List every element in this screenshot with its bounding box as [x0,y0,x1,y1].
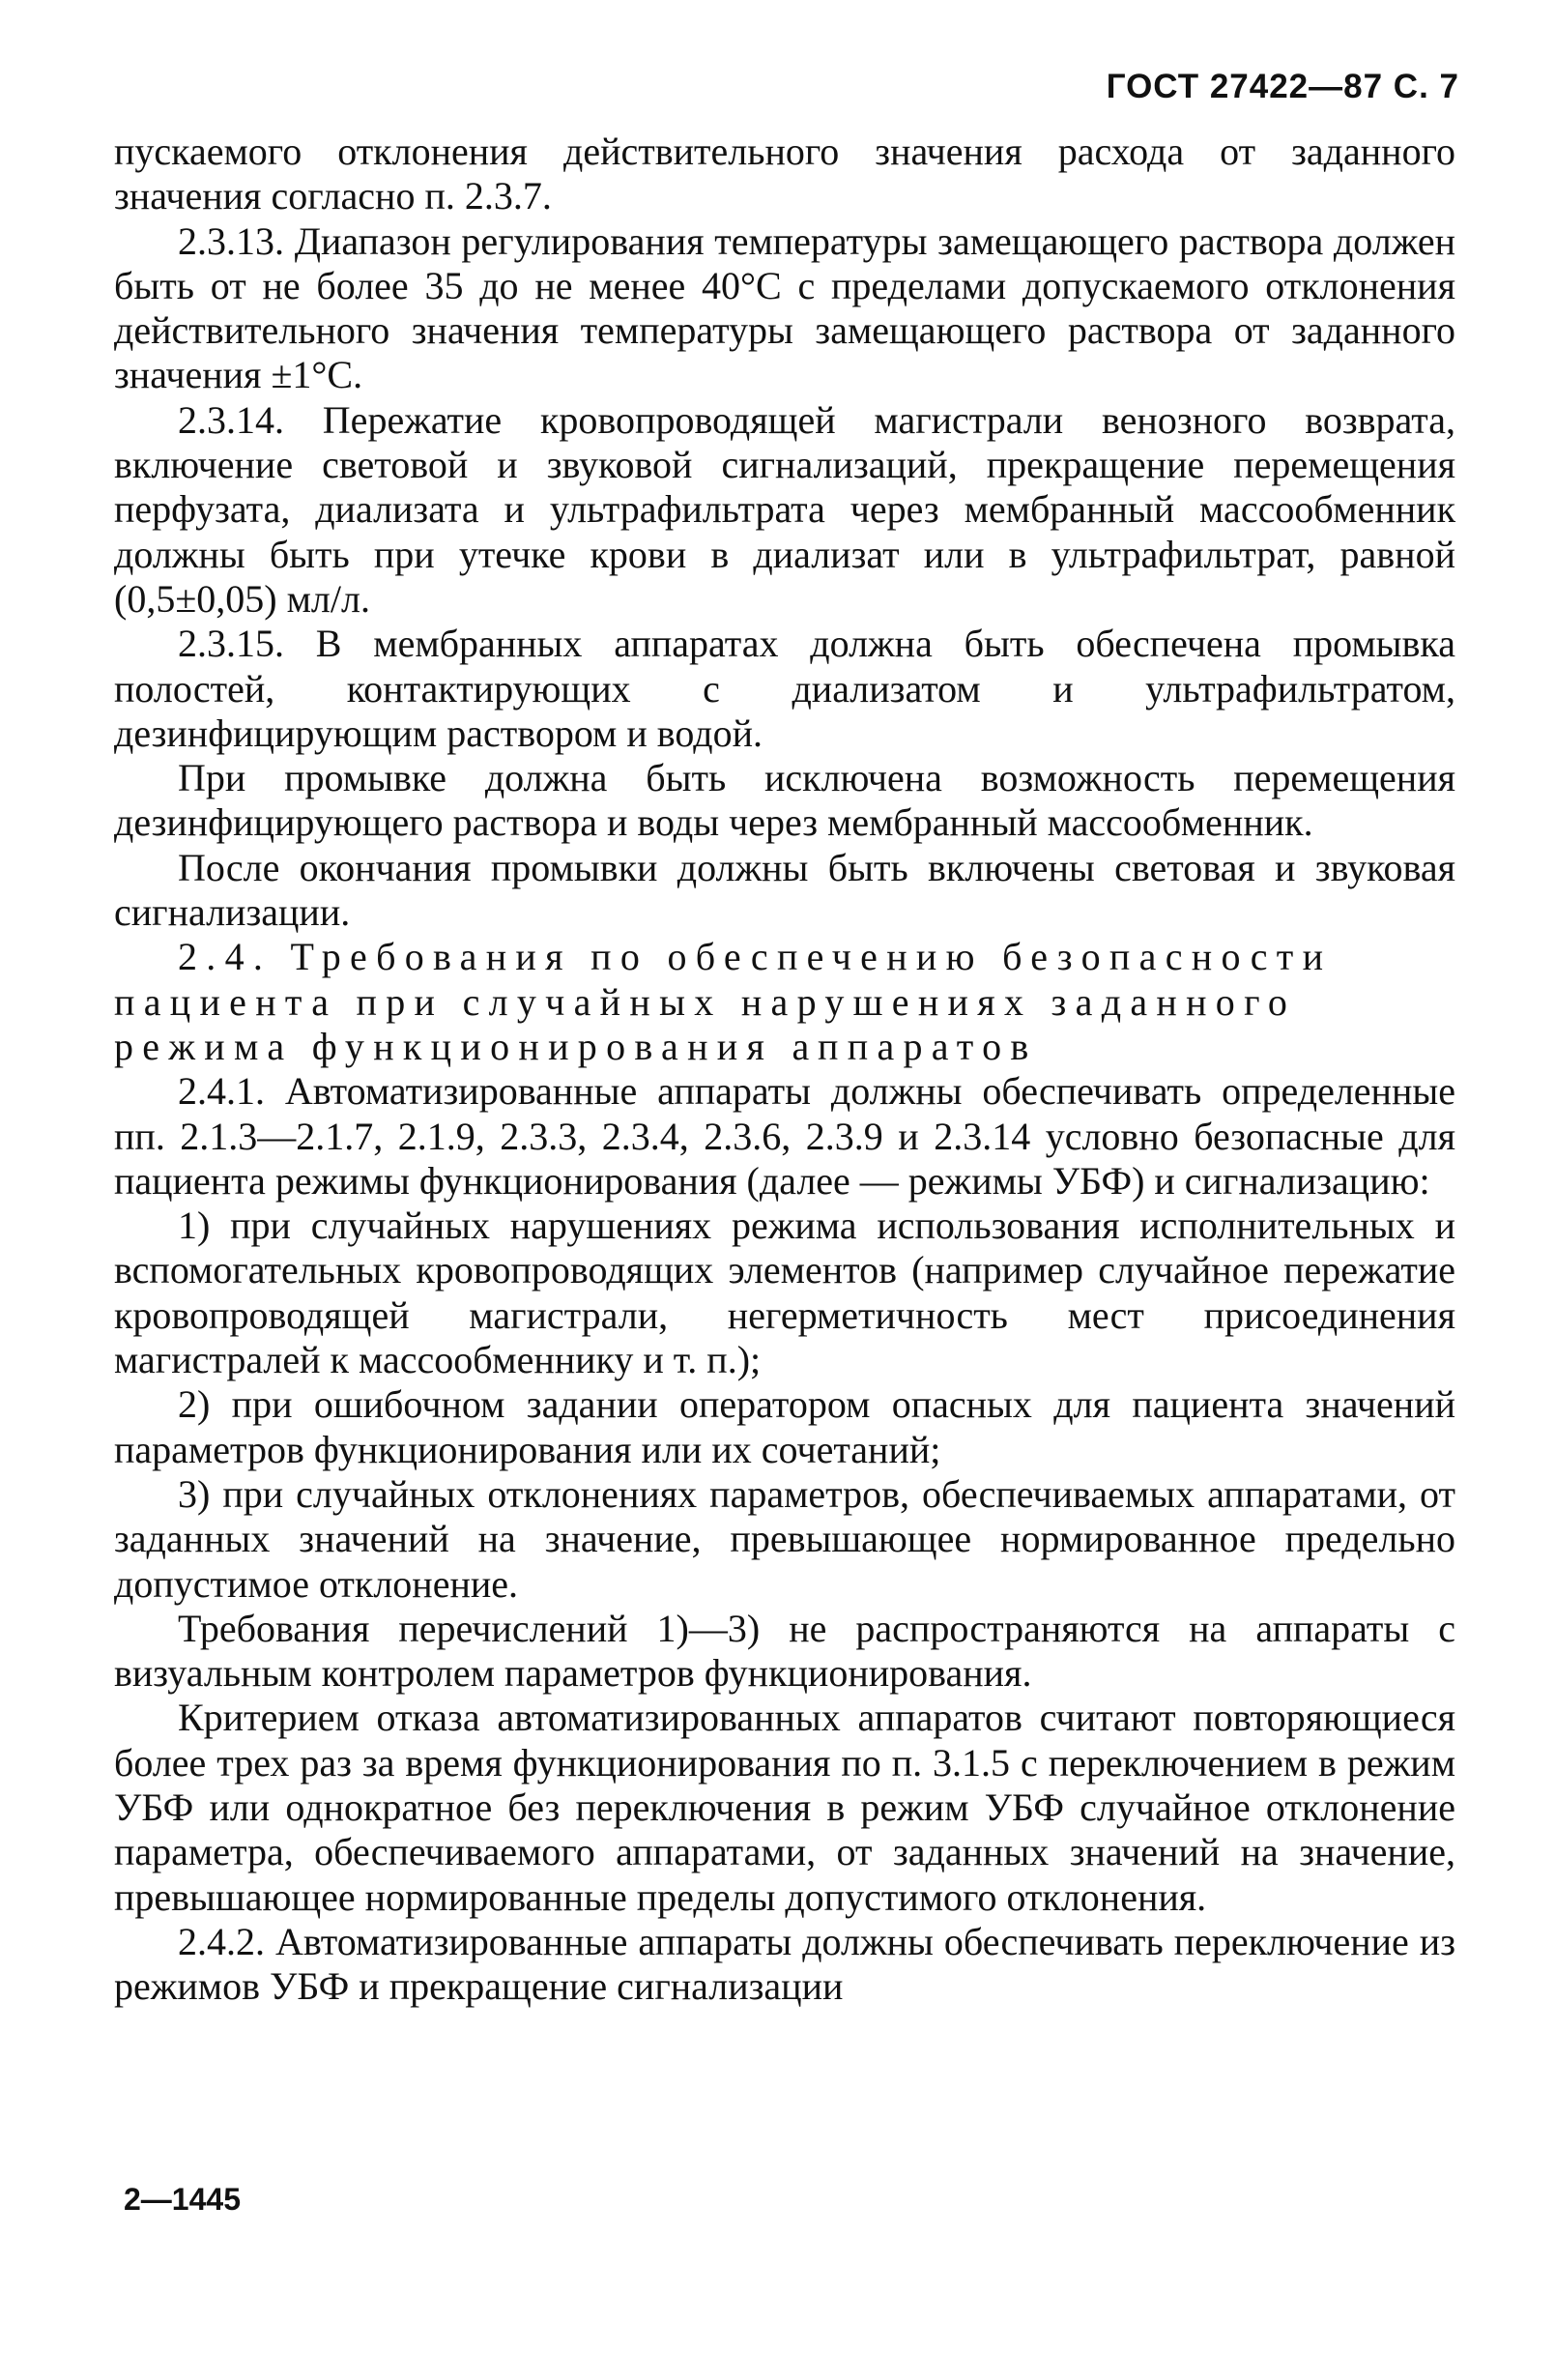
paragraph-rinse-restriction: При промывке должна быть исключена возможность перемещения дезинфицирующего раствора и воды через мембранный массообменник. [114,756,1455,845]
list-item-2: 2) при ошибочном задании оператором опасных для пациента значений параметров функционирования или их сочетаний; [114,1382,1455,1471]
section-heading-2-4: 2.4. Требования по обеспечению безопасности пациента при случайных нарушениях заданного режима функционирования аппаратов [114,935,1333,1068]
paragraph-exclusion: Требования перечислений 1)—3) не распространяются на аппараты с визуальным контролем параметров функционирования. [114,1606,1455,1696]
document-body [114,130,1455,2009]
paragraph-continuation: пускаемого отклонения действительного значения расхода от заданного значения согласно п. 2.3.7. [114,130,1455,218]
page-header: ГОСТ 27422—87 С. 7 [1106,68,1459,105]
paragraph-rinse-signal: После окончания промывки должны быть включены световая и звуковая сигнализации. [114,845,1455,935]
paragraph-2-3-13: 2.3.13. Диапазон регулирования температуры замещающего раствора должен быть от не более 35 до не менее 40°С с пределами допускаемого отклонения действительного значения температуры замещающего раствора от заданного значения ±1°С. [114,218,1455,397]
list-item-1: 1) при случайных нарушениях режима использования исполнительных и вспомогательных кровопроводящих элементов (например случайное пережатие кровопроводящей магистрали, негерметичность мест присоединения магистралей к массообменнику и т. п.); [114,1204,1455,1382]
sheet-mark: 2—1445 [124,2182,241,2217]
document-page [114,68,1459,2009]
paragraph-2-3-15: 2.3.15. В мембранных аппаратах должна быть обеспечена промывка полостей, контактирующих с диализатом и ультрафильтратом, дезинфицирующим раствором и водой. [114,622,1455,755]
paragraph-2-4-2: 2.4.2. Автоматизированные аппараты должны обеспечивать переключение из режимов УБФ и прекращение сигнализации [114,1919,1455,2009]
paragraph-failure-criterion: Критерием отказа автоматизированных аппаратов считают повторяющиеся более трех раз за время функционирования по п. 3.1.5 с переключением в режим УБФ или однократное без переключения в режим УБФ случайное отклонение параметра, обеспечиваемого аппаратами, от заданных значений на значение, превышающее нормированные пределы допустимого отклонения. [114,1696,1455,1919]
list-item-3: 3) при случайных отклонениях параметров, обеспечиваемых аппаратами, от заданных значений на значение, превышающее нормированное предельно допустимое отклонение. [114,1471,1455,1606]
paragraph-2-3-14: 2.3.14. Пережатие кровопроводящей магистрали венозного возврата, включение световой и звуковой сигнализаций, прекращение перемещения перфузата, диализата и ультрафильтрата через мембранный массообменник должны быть при утечке крови в диализат или в ультрафильтрат, равной (0,5±0,05) мл/л. [114,397,1455,621]
paragraph-2-4-1: 2.4.1. Автоматизированные аппараты должны обеспечивать определенные пп. 2.1.3—2.1.7, 2.1.9, 2.3.3, 2.3.4, 2.3.6, 2.3.9 и 2.3.14 условно безопасные для пациента режимы функционирования (далее — режимы УБФ) и сигнализацию: [114,1069,1455,1203]
